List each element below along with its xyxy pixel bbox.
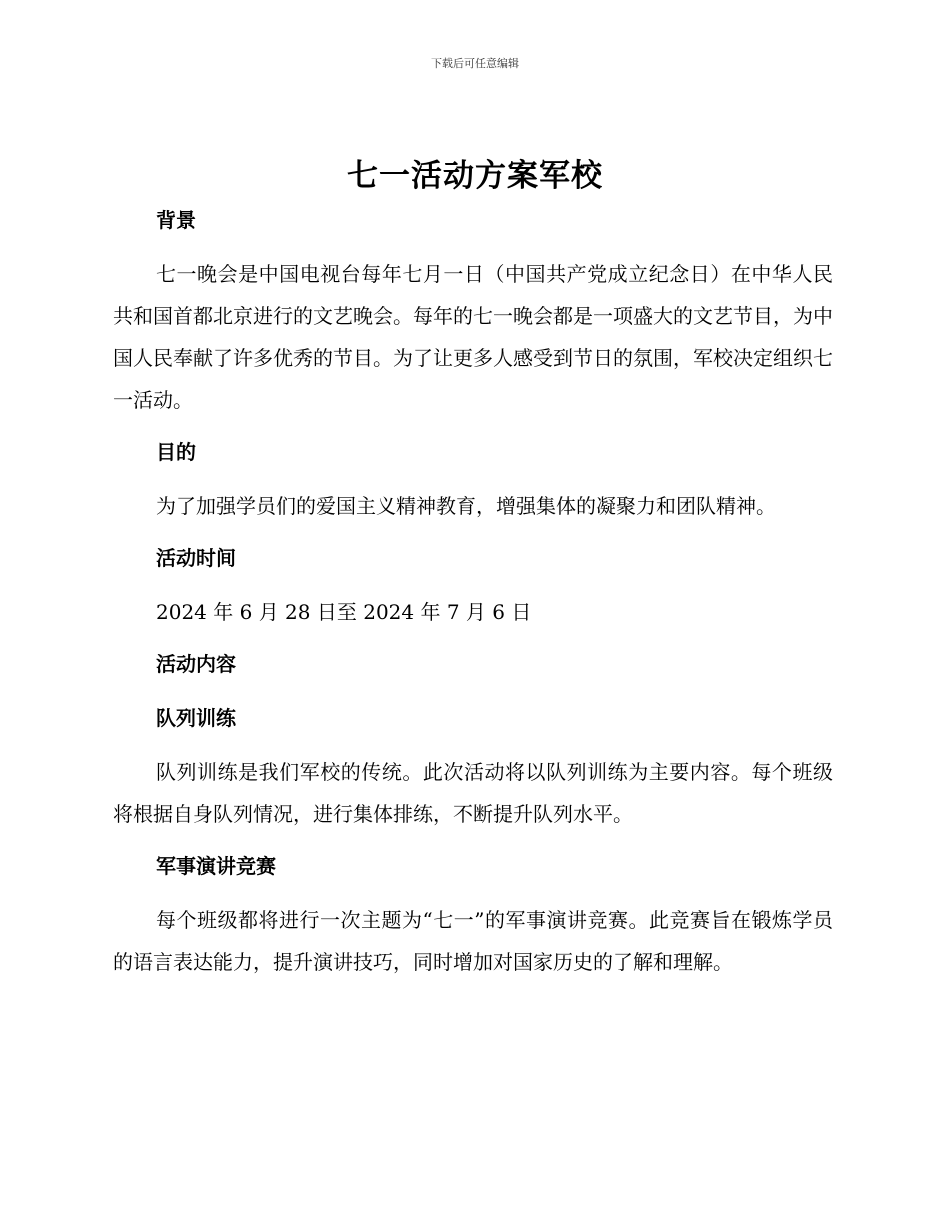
section-text-purpose: 为了加强学员们的爱国主义精神教育，增强集体的凝聚力和团队精神。 [156, 494, 776, 518]
section-text-time: 2024 年 6 月 28 日至 2024 年 7 月 6 日 [156, 600, 532, 624]
section-heading-time: 活动时间 [156, 546, 236, 570]
section-background [113, 200, 833, 421]
section-drill [113, 698, 833, 835]
document-body [113, 200, 833, 983]
section-text-drill: 队列训练是我们军校的传统。此次活动将以队列训练为主要内容。每个班级将根据自身队列情况，进行集体排练，不断提升队列水平。 [113, 760, 833, 826]
section-purpose [113, 432, 833, 527]
section-heading-drill: 队列训练 [156, 706, 236, 730]
section-heading-content: 活动内容 [156, 652, 236, 676]
section-text-background: 七一晚会是中国电视台每年七月一日（中国共产党成立纪念日）在中华人民共和国首都北京进行的文艺晚会。每年的七一晚会都是一项盛大的文艺节目，为中国人民奉献了许多优秀的节目。为了让更多人感受到节日的氛围，军校决定组织七一活动。 [113, 262, 833, 412]
section-heading-speech: 军事演讲竞赛 [156, 854, 276, 878]
header-note: 下载后可任意编辑 [431, 57, 519, 70]
section-speech [113, 846, 833, 983]
section-time [113, 538, 833, 633]
section-heading-purpose: 目的 [156, 440, 196, 464]
section-content [113, 644, 833, 684]
section-text-speech: 每个班级都将进行一次主题为“七一”的军事演讲竞赛。此竞赛旨在锻炼学员的语言表达能力，提升演讲技巧，同时增加对国家历史的了解和理解。 [113, 908, 833, 974]
document-title: 七一活动方案军校 [347, 158, 603, 194]
section-heading-background: 背景 [156, 208, 196, 232]
